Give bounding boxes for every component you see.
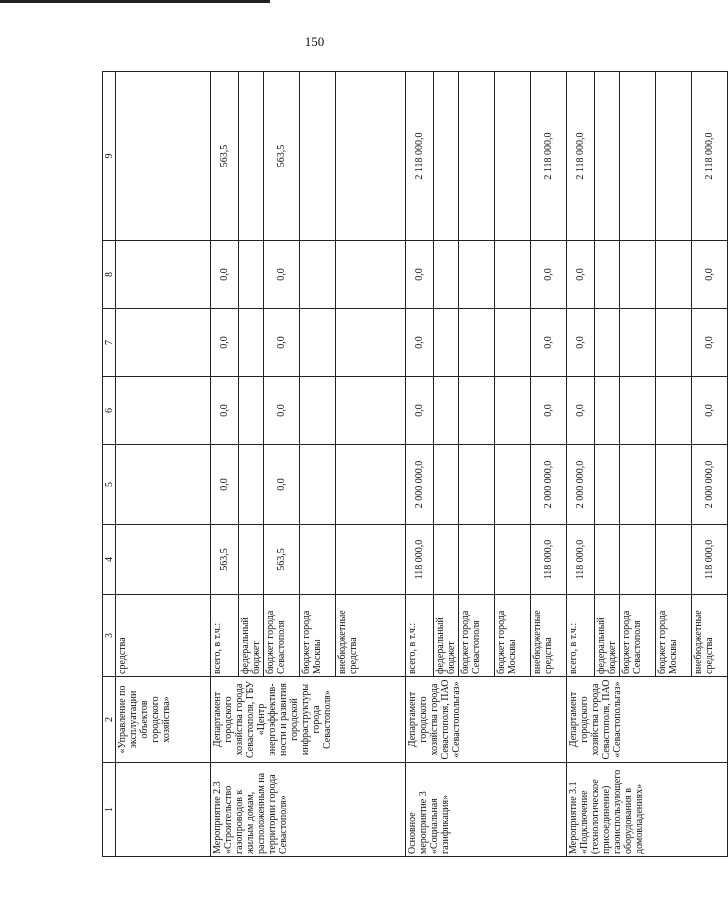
amount-cell: 2 118 000,0 xyxy=(692,72,728,241)
funding-source-cell: бюджет города Москвы xyxy=(495,595,531,677)
funding-source-cell: внебюджетные средства xyxy=(531,595,567,677)
amount-cell xyxy=(595,72,620,241)
amount-cell xyxy=(620,525,656,595)
amount-cell xyxy=(434,309,459,377)
amount-cell: 0,0 xyxy=(531,309,567,377)
amount-cell xyxy=(239,525,264,595)
amount-cell xyxy=(595,309,620,377)
amount-cell xyxy=(459,525,495,595)
amount-cell: 118 000,0 xyxy=(692,525,728,595)
amount-cell xyxy=(656,377,692,445)
page-number: 150 xyxy=(304,34,325,49)
amount-cell xyxy=(336,525,406,595)
amount-cell xyxy=(434,72,459,241)
funding-source-cell: всего, в т.ч.: xyxy=(211,595,239,677)
budget-table xyxy=(102,71,728,857)
header-cell: 7 xyxy=(103,309,116,377)
amount-cell xyxy=(459,241,495,309)
funding-source-cell: бюджет города Севастополя xyxy=(459,595,495,677)
header-cell: 1 xyxy=(103,763,116,857)
header-cell: 8 xyxy=(103,241,116,309)
amount-cell xyxy=(336,241,406,309)
amount-cell: 0,0 xyxy=(211,377,239,445)
amount-cell: 0,0 xyxy=(211,445,239,525)
amount-cell: 118 000,0 xyxy=(567,525,595,595)
funding-source-cell: федеральный бюджет xyxy=(239,595,264,677)
amount-cell xyxy=(239,72,264,241)
funding-source-cell: бюджет города Севастополя xyxy=(264,595,300,677)
amount-cell: 0,0 xyxy=(406,241,434,309)
executor-cell: Департамент городского хозяйства города Севастополя, ГБУ «Центр энергоэффектив-ности и развития городской инфраструктуры города Севастополя» xyxy=(211,677,406,763)
amount-cell xyxy=(495,445,531,525)
table-row xyxy=(116,72,211,857)
amount-cell xyxy=(495,72,531,241)
amount-cell: 0,0 xyxy=(567,309,595,377)
amount-cell xyxy=(300,445,336,525)
amount-cell: 0,0 xyxy=(692,241,728,309)
amount-cell: 0,0 xyxy=(264,377,300,445)
amount-cell xyxy=(116,377,211,445)
amount-cell xyxy=(300,525,336,595)
table-row xyxy=(567,72,595,857)
activity-name-cell xyxy=(116,763,211,857)
amount-cell xyxy=(459,72,495,241)
amount-cell xyxy=(434,241,459,309)
amount-cell: 2 118 000,0 xyxy=(567,72,595,241)
amount-cell xyxy=(620,377,656,445)
amount-cell xyxy=(336,72,406,241)
amount-cell: 2 118 000,0 xyxy=(406,72,434,241)
amount-cell: 2 000 000,0 xyxy=(692,445,728,525)
amount-cell: 0,0 xyxy=(567,377,595,445)
header-row xyxy=(103,72,116,857)
amount-cell: 0,0 xyxy=(567,241,595,309)
amount-cell: 0,0 xyxy=(264,309,300,377)
amount-cell xyxy=(656,525,692,595)
amount-cell xyxy=(459,377,495,445)
funding-source-cell: всего, в т.ч.: xyxy=(406,595,434,677)
amount-cell: 0,0 xyxy=(406,309,434,377)
amount-cell: 118 000,0 xyxy=(406,525,434,595)
funding-source-cell: бюджет города Москвы xyxy=(656,595,692,677)
amount-cell xyxy=(459,445,495,525)
amount-cell: 0,0 xyxy=(531,377,567,445)
funding-source-cell: бюджет города Москвы xyxy=(300,595,336,677)
amount-cell xyxy=(620,241,656,309)
header-cell: 9 xyxy=(103,72,116,241)
executor-cell: «Управление по эксплуатации объектов городского хозяйства» xyxy=(116,677,211,763)
funding-source-cell: федеральный бюджет xyxy=(434,595,459,677)
amount-cell xyxy=(116,309,211,377)
amount-cell xyxy=(595,525,620,595)
amount-cell xyxy=(495,309,531,377)
amount-cell: 0,0 xyxy=(406,377,434,445)
amount-cell xyxy=(656,72,692,241)
amount-cell xyxy=(595,377,620,445)
amount-cell xyxy=(300,309,336,377)
amount-cell: 2 000 000,0 xyxy=(531,445,567,525)
funding-source-cell: внебюджетные средства xyxy=(692,595,728,677)
amount-cell xyxy=(116,445,211,525)
amount-cell xyxy=(336,309,406,377)
activity-name-cell: Мероприятие 2.3 «Строительство газопроводов к жилым домам, расположенным на территории города Севастополя» xyxy=(211,763,406,857)
amount-cell xyxy=(336,445,406,525)
amount-cell xyxy=(656,445,692,525)
amount-cell xyxy=(595,241,620,309)
amount-cell xyxy=(620,309,656,377)
funding-source-cell: внебюджетные средства xyxy=(336,595,406,677)
amount-cell xyxy=(495,241,531,309)
top-rule xyxy=(0,0,270,3)
amount-cell: 0,0 xyxy=(211,241,239,309)
funding-source-cell: средства xyxy=(116,595,211,677)
amount-cell xyxy=(434,377,459,445)
amount-cell xyxy=(300,241,336,309)
amount-cell: 563,5 xyxy=(264,525,300,595)
amount-cell: 563,5 xyxy=(264,72,300,241)
amount-cell: 2 000 000,0 xyxy=(406,445,434,525)
amount-cell xyxy=(495,377,531,445)
header-cell: 3 xyxy=(103,595,116,677)
header-cell: 2 xyxy=(103,677,116,763)
amount-cell: 563,5 xyxy=(211,525,239,595)
amount-cell xyxy=(620,72,656,241)
amount-cell xyxy=(434,525,459,595)
executor-cell: Департамент городского хозяйства города Севастополя, ПАО «Севастопольгаз» xyxy=(567,677,728,763)
amount-cell: 0,0 xyxy=(692,309,728,377)
executor-cell: Департамент городского хозяйства города Севастополя, ПАО «Севастопольгаз» xyxy=(406,677,567,763)
amount-cell xyxy=(620,445,656,525)
amount-cell xyxy=(300,72,336,241)
amount-cell: 2 118 000,0 xyxy=(531,72,567,241)
amount-cell xyxy=(239,377,264,445)
header-cell: 5 xyxy=(103,445,116,525)
activity-name-cell: Мероприятие 3.1 «Подключение (технологическое присоединение) газоиспользующего оборудования в домовладениях» xyxy=(567,763,728,857)
table-body xyxy=(103,72,728,857)
amount-cell xyxy=(656,309,692,377)
amount-cell xyxy=(239,241,264,309)
amount-cell: 2 000 000,0 xyxy=(567,445,595,525)
amount-cell xyxy=(495,525,531,595)
amount-cell: 0,0 xyxy=(692,377,728,445)
header-cell: 6 xyxy=(103,377,116,445)
amount-cell: 0,0 xyxy=(211,309,239,377)
funding-source-cell: бюджет города Севастополя xyxy=(620,595,656,677)
amount-cell: 118 000,0 xyxy=(531,525,567,595)
amount-cell xyxy=(336,377,406,445)
amount-cell xyxy=(116,241,211,309)
table-row xyxy=(211,72,239,857)
amount-cell xyxy=(239,309,264,377)
amount-cell xyxy=(434,445,459,525)
amount-cell: 0,0 xyxy=(264,241,300,309)
amount-cell xyxy=(656,241,692,309)
amount-cell xyxy=(116,72,211,241)
header-cell: 4 xyxy=(103,525,116,595)
amount-cell xyxy=(595,445,620,525)
rotated-table-wrapper xyxy=(102,72,715,857)
amount-cell xyxy=(459,309,495,377)
funding-source-cell: федеральный бюджет xyxy=(595,595,620,677)
amount-cell: 0,0 xyxy=(264,445,300,525)
activity-name-cell: Основное мероприятие 3 «Социальная газификация» xyxy=(406,763,567,857)
funding-source-cell: всего, в т.ч.: xyxy=(567,595,595,677)
amount-cell: 0,0 xyxy=(531,241,567,309)
table-row xyxy=(406,72,434,857)
amount-cell xyxy=(116,525,211,595)
amount-cell: 563,5 xyxy=(211,72,239,241)
amount-cell xyxy=(239,445,264,525)
amount-cell xyxy=(300,377,336,445)
